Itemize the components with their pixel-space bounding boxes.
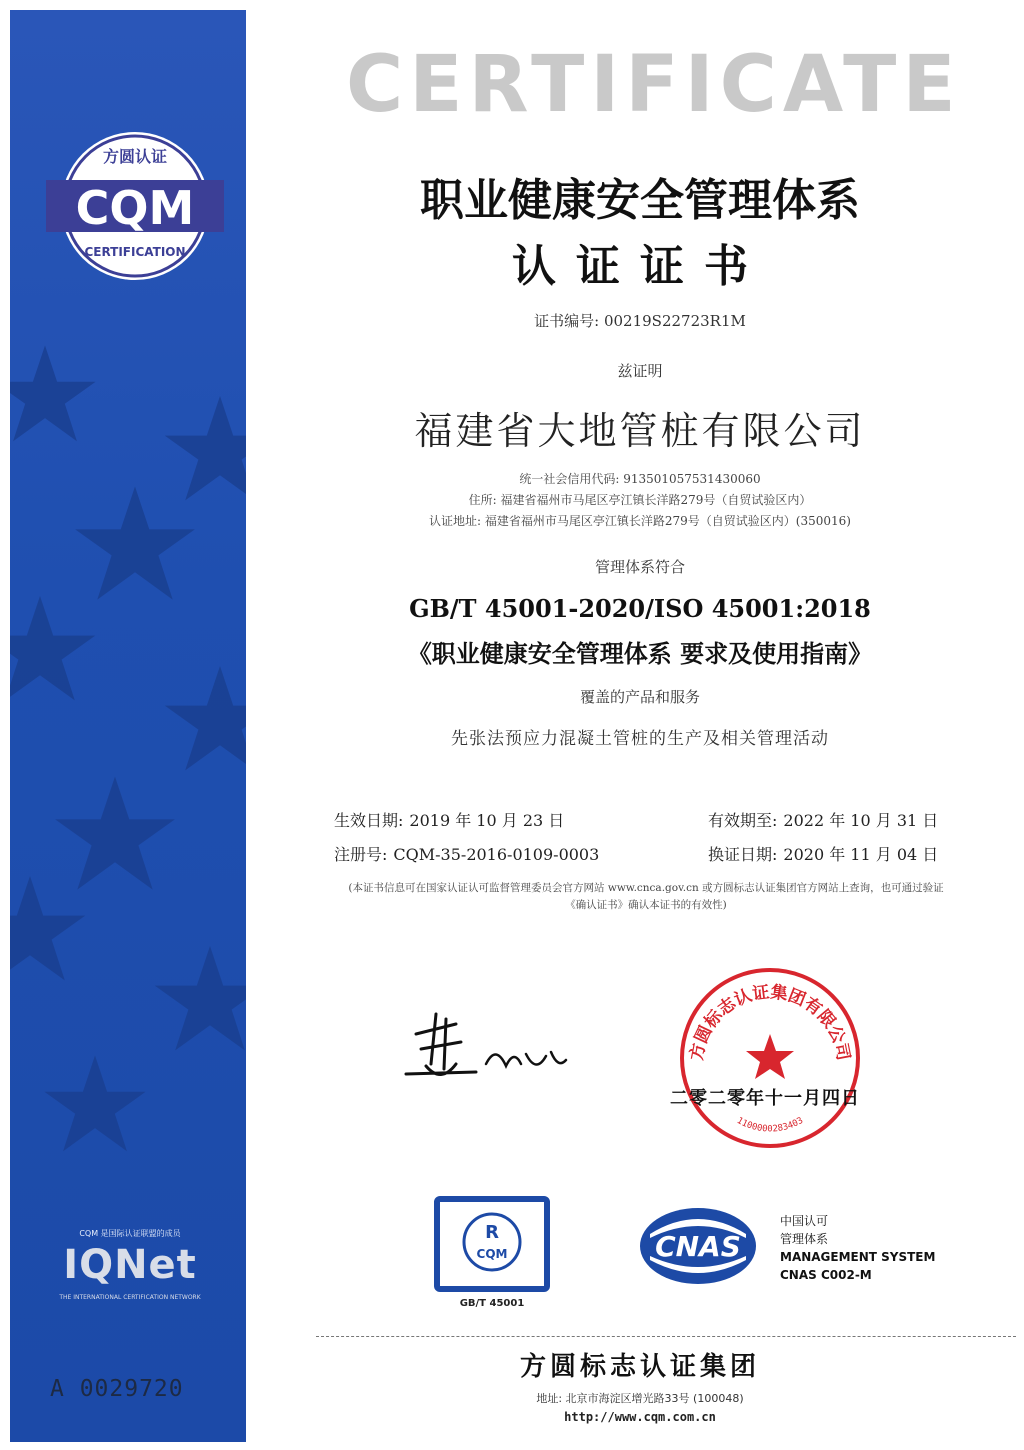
star-icon bbox=[40, 1050, 150, 1160]
cnas-accreditation bbox=[780, 1212, 935, 1284]
valid-until bbox=[708, 808, 938, 831]
effective-date-value: 2019 年 10 月 23 日 bbox=[409, 811, 565, 830]
iqnet-member-text: CQM 是国际认证联盟的成员 bbox=[79, 1229, 181, 1238]
iqnet-subtitle: THE INTERNATIONAL CERTIFICATION NETWORK bbox=[59, 1294, 201, 1301]
registration-number-value: CQM-35-2016-0109-0003 bbox=[393, 845, 600, 864]
iqnet-logo: IQNet bbox=[63, 1242, 197, 1288]
footer-org-name: 方圆标志认证集团 bbox=[519, 1352, 760, 1382]
title-line2: 认证证书 bbox=[512, 241, 768, 292]
renewal-date-value: 2020 年 11 月 04 日 bbox=[783, 845, 939, 864]
star-icon bbox=[10, 870, 90, 990]
logo-mark: CQM bbox=[75, 181, 195, 235]
star-icon bbox=[150, 940, 246, 1060]
notice-line2: 《确认证书》确认本证书的有效性) bbox=[565, 899, 727, 911]
star-icon bbox=[10, 340, 100, 450]
cnas-logo-text: CNAS bbox=[655, 1230, 741, 1263]
certificate-watermark: CERTIFICATE bbox=[346, 40, 962, 130]
hereby-certify: 兹证明 bbox=[617, 362, 663, 380]
cnas-line1: 中国认可 bbox=[780, 1214, 829, 1228]
cnas-line4: CNAS C002-M bbox=[780, 1268, 872, 1282]
effective-date bbox=[334, 808, 564, 831]
renewal-date bbox=[708, 842, 938, 865]
rcqm-r: R bbox=[485, 1222, 499, 1243]
certification-address: 认证地址: 福建省福州市马尾区亭江镇长洋路279号（自贸试验区内）(350016) bbox=[429, 514, 851, 528]
seal-text: 方圆标志认证集团有限公司 bbox=[686, 982, 854, 1063]
company-name: 福建省大地管桩有限公司 bbox=[414, 409, 866, 453]
certificate-number: 证书编号: 00219S22723R1M bbox=[534, 312, 746, 330]
footer-url: http://www.cqm.com.cn bbox=[564, 1410, 716, 1424]
credit-code: 统一社会信用代码: 913501057531430060 bbox=[519, 472, 761, 486]
svg-text:1100000283403 bbox=[735, 1116, 805, 1135]
rcqm-standard: GB/T 45001 bbox=[459, 1298, 525, 1309]
cnas-line3: MANAGEMENT SYSTEM bbox=[780, 1250, 936, 1264]
valid-until-label: 有效期至: bbox=[708, 811, 778, 830]
official-seal bbox=[674, 962, 866, 1154]
issue-date: 二零二零年十一月四日 bbox=[670, 1088, 860, 1109]
covers-label: 覆盖的产品和服务 bbox=[579, 688, 700, 706]
title-line1: 职业健康安全管理体系 bbox=[420, 175, 860, 226]
footer-address: 地址: 北京市海淀区增光路33号 (100048) bbox=[536, 1392, 744, 1405]
left-blue-band bbox=[10, 10, 246, 1442]
serial-number: A 0029720 bbox=[50, 1376, 184, 1402]
certificate-body bbox=[256, 0, 1024, 1450]
signature bbox=[386, 994, 586, 1094]
registered-address: 住所: 福建省福州市马尾区亭江镇长洋路279号（自贸试验区内） bbox=[468, 493, 812, 507]
seal-number: 1100000283403 bbox=[734, 1115, 806, 1135]
renewal-date-label: 换证日期: bbox=[708, 845, 778, 864]
effective-date-label: 生效日期: bbox=[334, 811, 404, 830]
logo-ring-bottom: CERTIFICATION bbox=[84, 245, 186, 259]
cqm-certification-logo bbox=[42, 128, 228, 284]
rcqm-mark-icon bbox=[434, 1196, 550, 1292]
conforms-label: 管理体系符合 bbox=[594, 558, 685, 576]
verification-notice bbox=[286, 880, 1006, 914]
registration-number-label: 注册号: bbox=[334, 845, 388, 864]
rcqm-mark bbox=[434, 1196, 550, 1318]
valid-until-value: 2022 年 10 月 31 日 bbox=[783, 811, 939, 830]
iqnet-mark bbox=[30, 1228, 230, 1318]
logo-ring-top: 方圆认证 bbox=[102, 147, 168, 166]
standard-name: 《职业健康安全管理体系 要求及使用指南》 bbox=[407, 640, 873, 668]
cnas-logo bbox=[636, 1204, 760, 1288]
rcqm-cqm: CQM bbox=[476, 1247, 508, 1261]
star-icon bbox=[160, 660, 246, 780]
registration-number bbox=[334, 842, 599, 865]
cnas-line2: 管理体系 bbox=[780, 1232, 829, 1246]
standard-code: GB/T 45001-2020/ISO 45001:2018 bbox=[409, 594, 871, 623]
notice-line1: (本证书信息可在国家认证认可监督管理委员会官方网站 www.cnca.gov.cn 或方圆标志认证集团官方网站上查询，也可通过验证 bbox=[348, 882, 944, 894]
star-icon bbox=[10, 590, 100, 710]
scope-text: 先张法预应力混凝土管桩的生产及相关管理活动 bbox=[451, 729, 829, 749]
footer-divider bbox=[316, 1336, 1016, 1337]
